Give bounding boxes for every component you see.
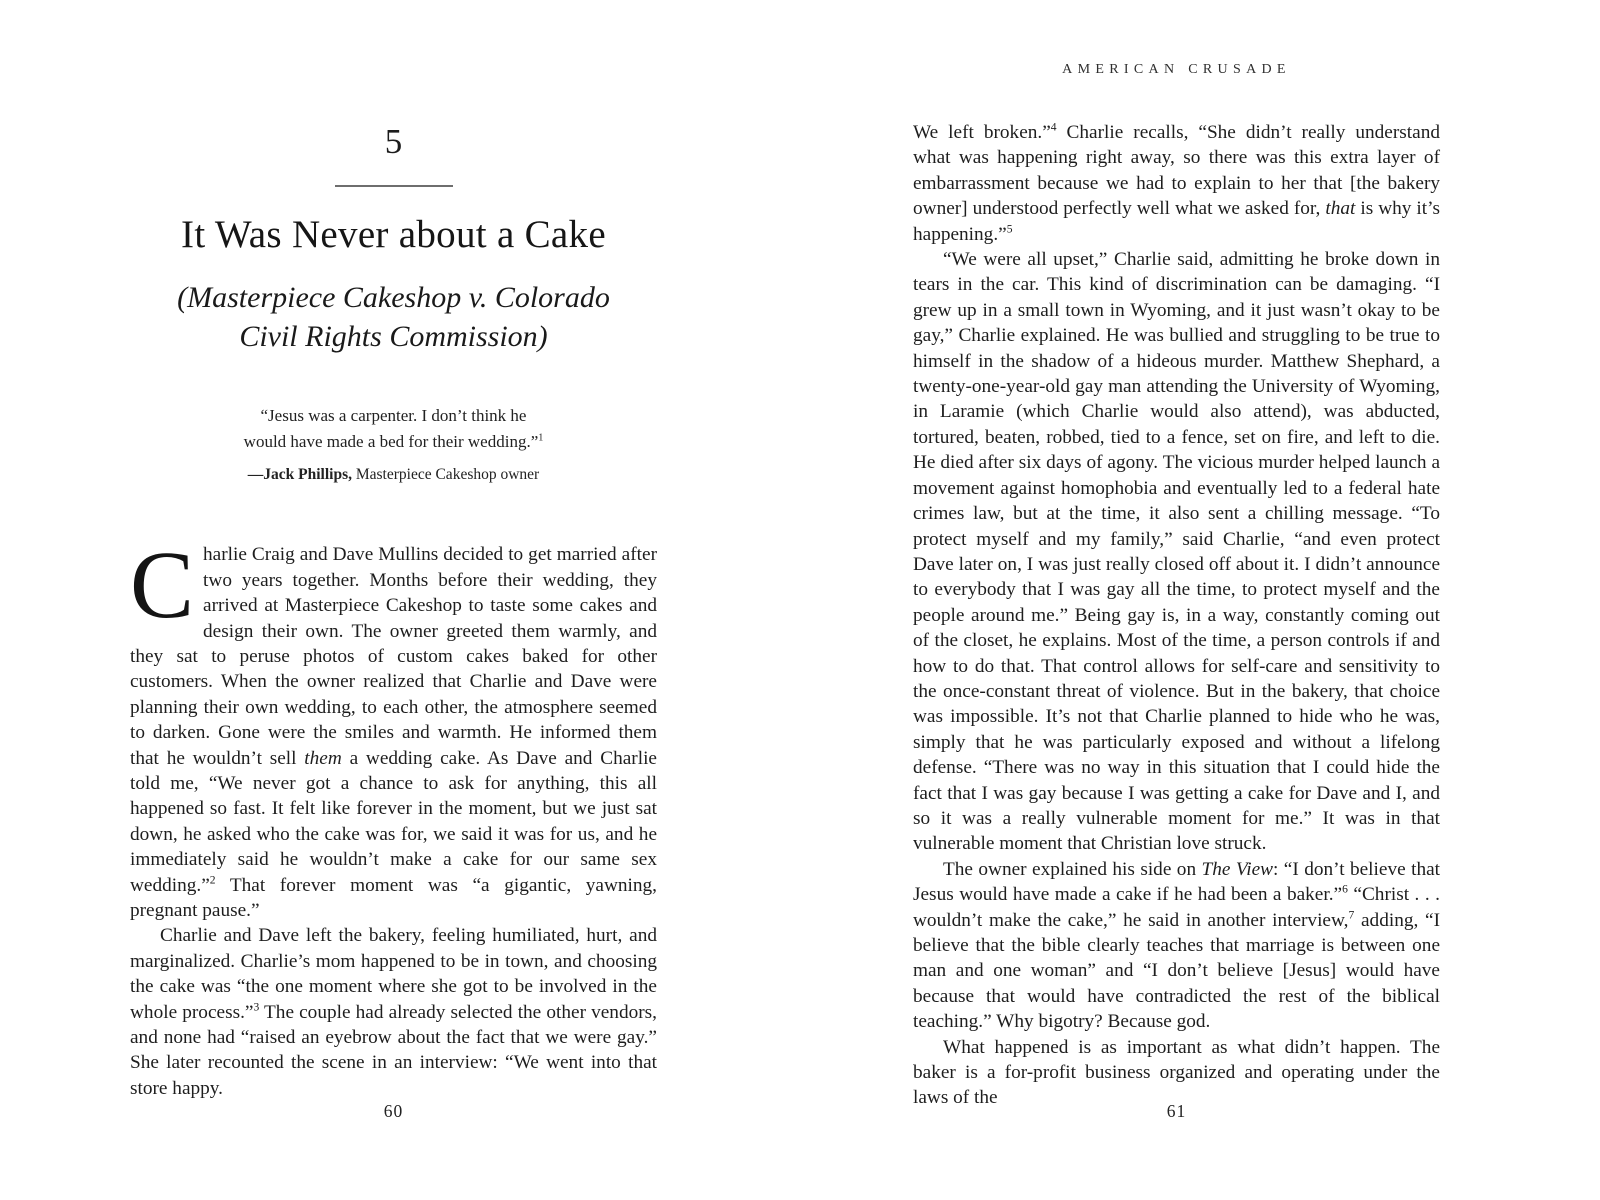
body-paragraph: What happened is as important as what didn’t happen. The baker is a for-profit business organized and operating under the laws of the (913, 1036, 1440, 1109)
body-paragraph: Charlie Craig and Dave Mullins decided to get married after two years together. Months before their wedding, they arrived at Masterpiece Cakeshop to taste some cakes and design their own. The owner greeted them warmly, and they sat to peruse photos of custom cakes baked for other customers. When the owner realized that Charlie and Dave were planning their own wedding, to each other, the atmosphere seemed to darken. Gone were the smiles and warmth. He informed them that he wouldn’t sell them a wedding cake. As Dave and Charlie told me, “We never got a chance to ask for anything, this all happened so fast. It felt like forever in the moment, but we just sat down, he asked who the cake was for, we said it was for us, and he immediately said he wouldn’t make a cake for our same sex wedding.”$^2$ That forever moment was “a gigantic, yawning, pregnant pause.” (130, 531, 657, 921)
right-body-text (913, 120, 1440, 1111)
footnote-ref: 7 (1348, 908, 1355, 922)
page-right (800, 0, 1600, 1200)
footnote-ref: 1 (538, 431, 544, 443)
footnote-ref: 5 (1006, 222, 1013, 236)
body-paragraph: We left broken.”$^4$ Charlie recalls, “She didn’t really understand what was happening right away, so there was this extra layer of embarrassment because we had to explain to her that [the bakery owner] understood perfectly well what we asked for, that is why it’s happening.”$^5$ (913, 120, 1440, 245)
chapter-number: 5 (384, 122, 403, 161)
attribution-name: —Jack Phillips, (247, 466, 352, 484)
left-body-text (130, 531, 657, 1101)
page-number-left: 60 (383, 1101, 404, 1121)
body-paragraph: Charlie and Dave left the bakery, feeling humiliated, hurt, and marginalized. Charlie’s mom happened to be in town, and choosing the cake was “the one moment where she got to be involved in the whole process.”$^3$ The couple had already selected the other vendors, and none had “raised an eyebrow about the fact that we were gay.” She later recounted the scene in an interview: “We went into that store happy. (130, 925, 657, 1099)
chapter-subtitle-line-2: Civil Rights Commission) (239, 320, 548, 354)
chapter-title: It Was Never about a Cake (181, 213, 606, 256)
page-number-right: 61 (1166, 1101, 1187, 1121)
right-page-content (913, 120, 1440, 1111)
epigraph-attribution (130, 463, 657, 486)
left-page-content (130, 124, 657, 1101)
attribution-role: Masterpiece Cakeshop owner (351, 466, 540, 484)
footnote-ref: 4 (1050, 120, 1057, 134)
footnote-ref: 6 (1342, 882, 1348, 896)
body-paragraph: The owner explained his side on The View: “I don’t believe that Jesus would have made a cake if he had been a baker.”$^6$ “Christ . . . wouldn’t make the cake,” he said in another interview,$^7$ adding, “I believe that the bible clearly teaches that marriage is between one man and one woman” and “I don’t believe [Jesus] would have because that would have contradicted the rest of the biblical teaching.” Why bigotry? Because god. (913, 858, 1440, 1033)
chapter-rule (335, 185, 453, 187)
footnote-ref: 2 (209, 873, 216, 887)
epigraph (130, 403, 657, 486)
chapter-subtitle (130, 278, 657, 357)
running-header: AMERICAN CRUSADE (1062, 62, 1291, 77)
chapter-subtitle-line-1: (Masterpiece Cakeshop v. Colorado (177, 280, 610, 314)
epigraph-line-1: “Jesus was a carpenter. I don’t think he (260, 406, 527, 426)
epigraph-line-2: would have made a bed for their wedding.”$^1$ (243, 431, 544, 451)
body-paragraph: “We were all upset,” Charlie said, admitting he broke down in tears in the car. This kind of discrimination can be damaging. “I grew up in a small town in Wyoming, and it just wasn’t okay to be gay,” Charlie explained. He was bullied and struggling to be true to himself in the shadow of a hideous murder. Matthew Shephard, a twenty-one-year-old gay man attending the University of Wyoming, in Laramie (which Charlie would also attend), was abducted, tortured, beaten, robbed, tied to a fence, set on fire, and left to die. He died after six days of agony. The vicious murder helped launch a movement against homophobia and eventually led to a federal hate crimes law, but at the time, it also sent a chilling message. “To protect myself and my family,” said Charlie, “and even protect Dave later on, I was just really closed off about it. I didn’t announce to everybody that I was gay all the time, to protect myself and the people around me.” Being gay is, in a way, constantly coming out of the closet, he explains. Most of the time, a person controls if and how to do that. That control allows for self-care and sensitivity to the once-constant threat of violence. But in the bakery, that choice was impossible. It’s not that Charlie planned to hide who he was, simply that he was particularly exposed and without a lifelong defense. “There was no way in this situation that I could hide the fact that I was gay because I was getting a cake for Dave and I, and so it was a really vulnerable moment for me.” It was in that vulnerable moment that Christian love struck. (913, 249, 1440, 855)
dropcap: C (130, 531, 195, 639)
footnote-ref: 3 (253, 1000, 260, 1014)
